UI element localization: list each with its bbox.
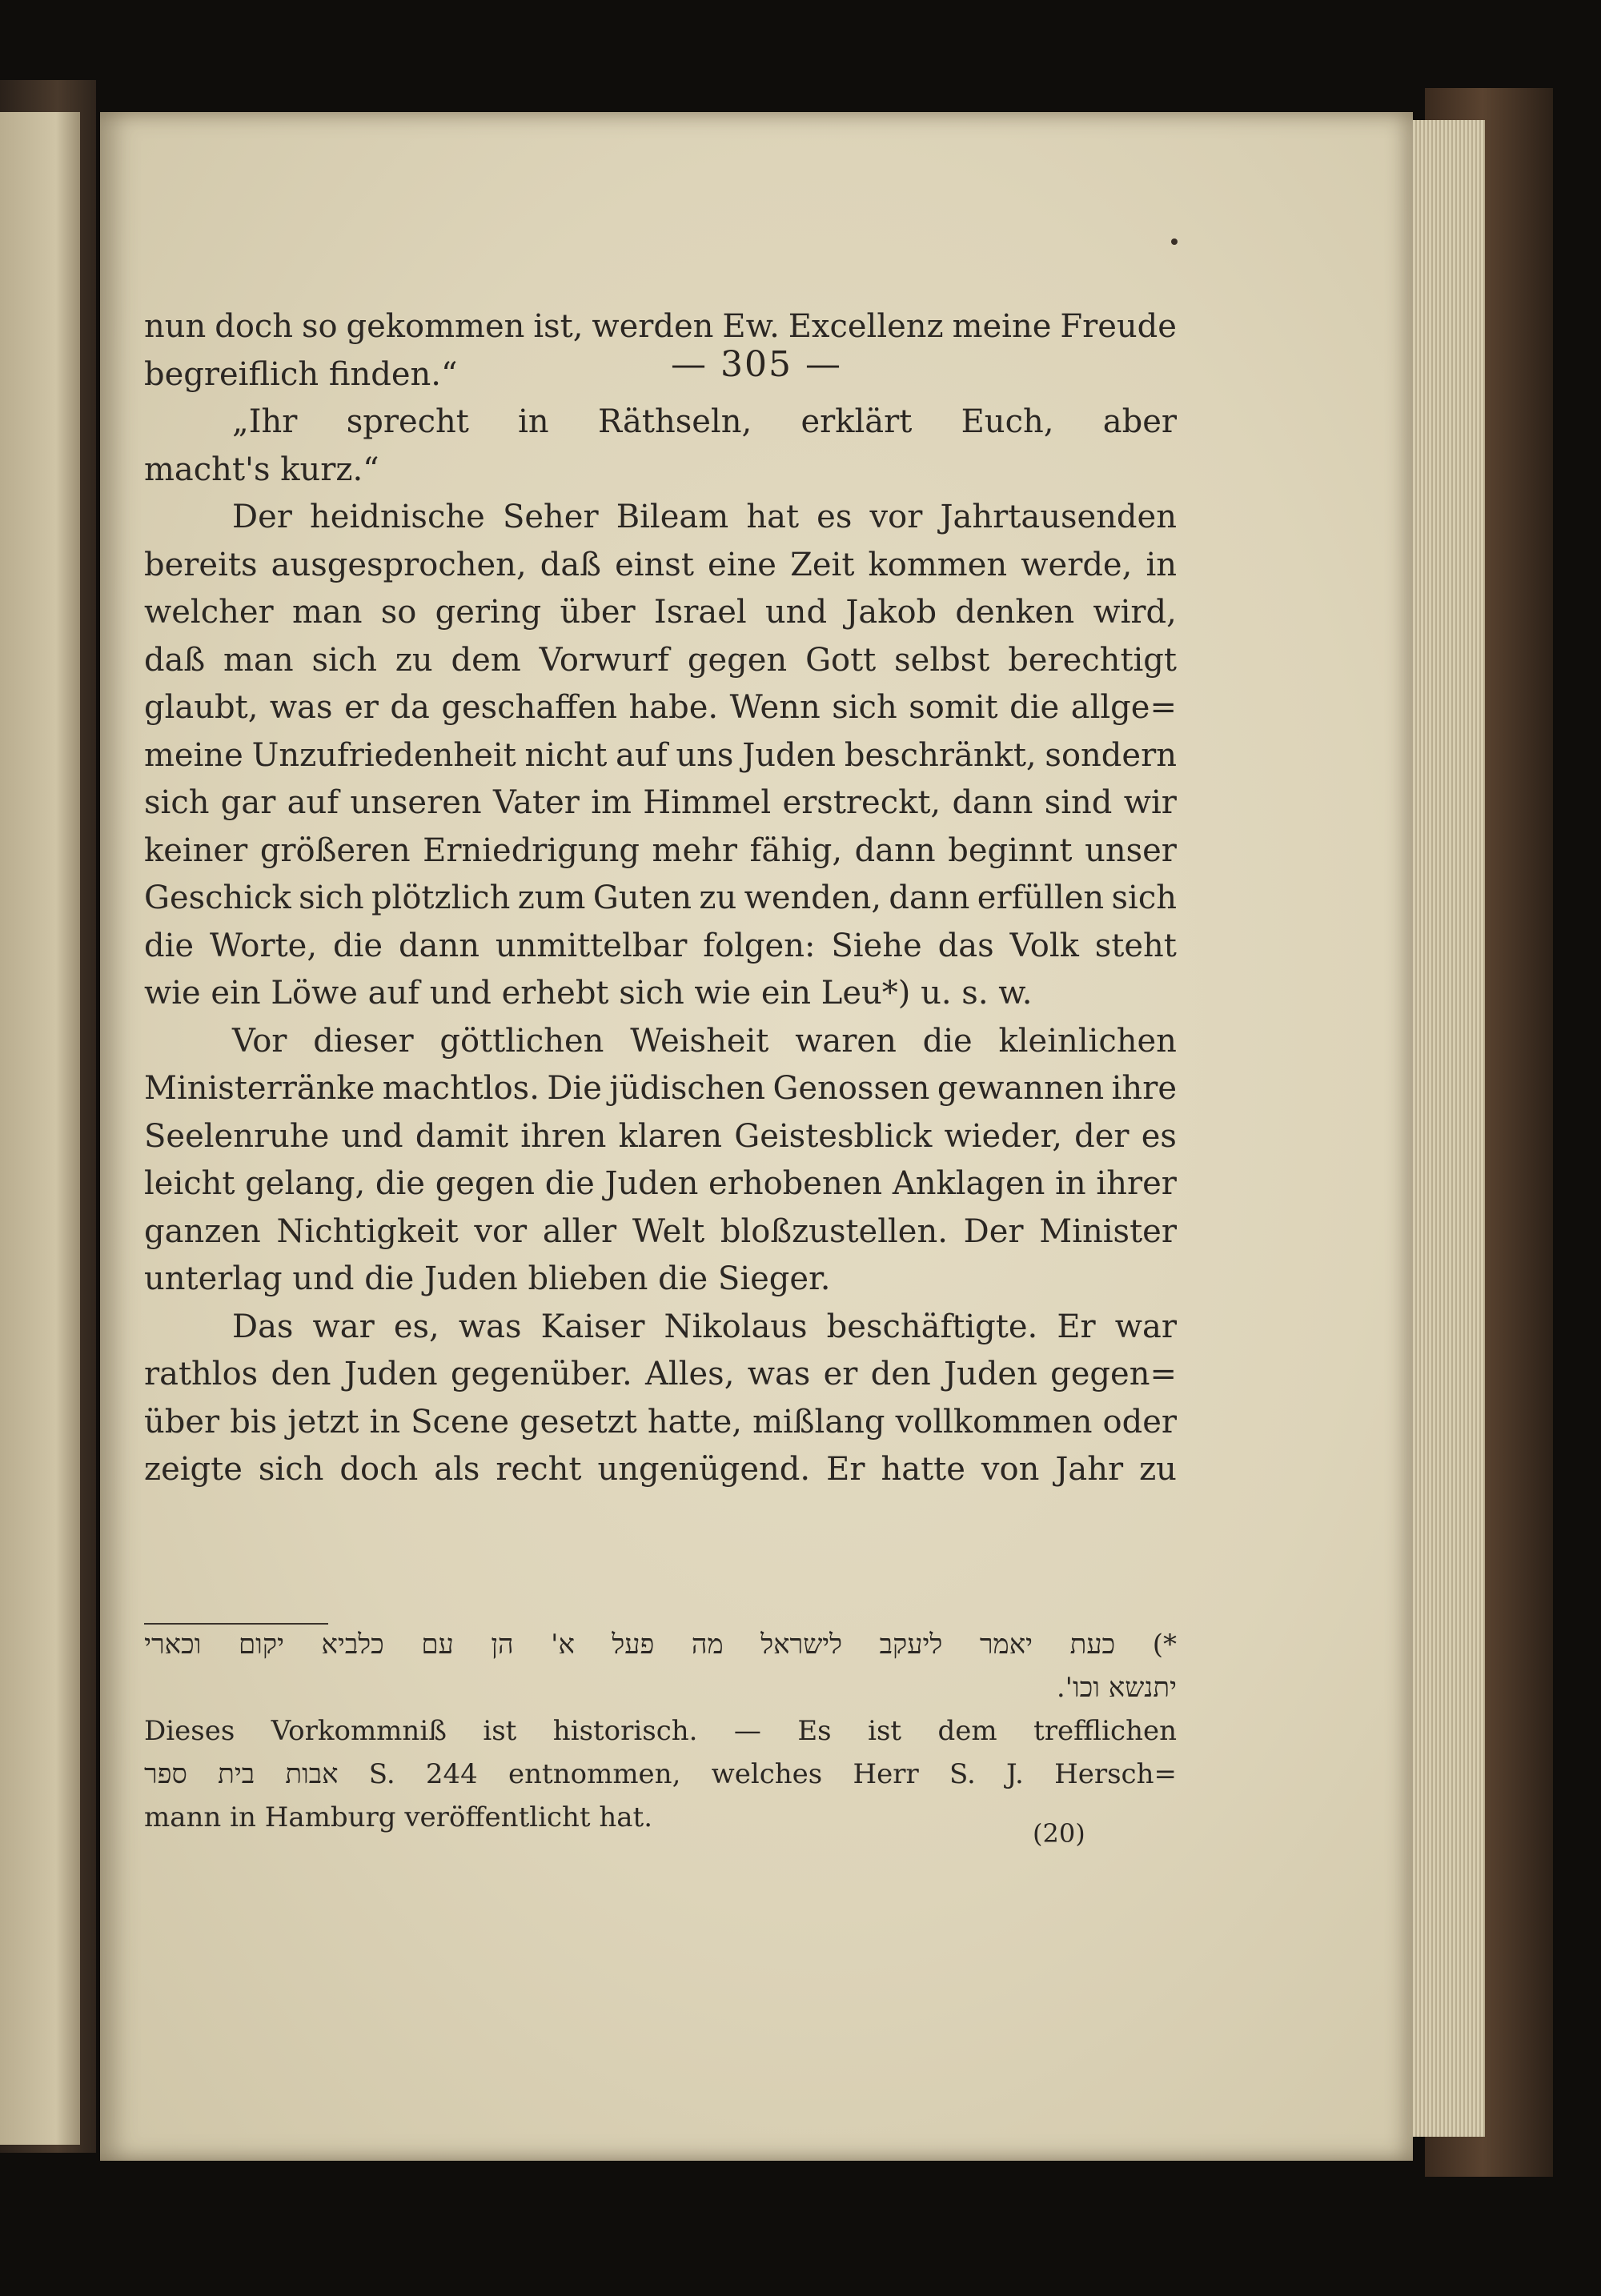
word: geschaffen [441, 689, 618, 726]
word: vor [474, 1212, 528, 1250]
word: werde, [1021, 546, 1133, 583]
word: erhobenen [708, 1165, 883, 1202]
word: keiner [144, 831, 248, 869]
word: gegenüber. [450, 1356, 632, 1392]
printer-signature-mark: (20) [1033, 1818, 1085, 1849]
word: recht [496, 1451, 582, 1488]
word: unser [1085, 831, 1177, 869]
word: so [302, 308, 338, 345]
word: welches [711, 1758, 823, 1790]
word: Geistesblick [734, 1117, 933, 1155]
word: יאמר [979, 1629, 1033, 1661]
word: er [344, 689, 379, 726]
word: ausgesprochen, [271, 546, 527, 583]
word: Freude [1060, 308, 1177, 345]
word: welcher [144, 594, 274, 631]
word: den [870, 1356, 931, 1392]
word: ist [868, 1715, 902, 1747]
word: werden [592, 308, 714, 345]
word: beginnt [948, 831, 1073, 869]
page-number: — 305 — [671, 344, 842, 385]
word: sich [1111, 880, 1177, 916]
word: Alles, [645, 1356, 735, 1392]
word: Excellenz [788, 308, 944, 345]
text-line [144, 689, 1177, 737]
word: klaren [618, 1117, 723, 1155]
text-line: unterlag und die Juden blieben die Sieger. [144, 1260, 831, 1297]
word: zu [1139, 1451, 1177, 1488]
word: ליעקב [879, 1629, 943, 1661]
text-line [144, 547, 1177, 595]
word: יקום [238, 1629, 284, 1661]
word: es, [393, 1308, 439, 1345]
word: Räthseln, [597, 403, 752, 440]
text-line [144, 1451, 1177, 1499]
word: unmittelbar [495, 927, 688, 964]
word: Unzufriedenheit [251, 736, 516, 774]
word: in [1055, 1165, 1086, 1202]
word: Juden [604, 1165, 699, 1202]
text-line: wie ein Löwe auf und erhebt sich wie ein Leu*) u. s. w. [144, 975, 1033, 1012]
word: von [981, 1451, 1040, 1488]
word: dem [451, 641, 521, 679]
word: glaubt, [144, 689, 259, 726]
word: so [380, 594, 417, 631]
word: ihren [520, 1117, 607, 1155]
word: auf [287, 784, 339, 821]
footnote-rule [144, 1623, 328, 1625]
word: עם [421, 1629, 454, 1661]
word: Der [963, 1212, 1024, 1250]
text-line: begreiflich finden.“ [144, 355, 458, 393]
word: was [747, 1356, 811, 1392]
text-line [144, 832, 1177, 880]
word: Jakob [845, 594, 937, 631]
word: was [458, 1308, 522, 1345]
word: hatte, [647, 1403, 743, 1441]
footnote-line: mann in Hamburg veröffentlicht hat. [144, 1801, 653, 1833]
word: Weisheit [630, 1022, 769, 1060]
word: Geschick [144, 880, 291, 916]
word: bereits [144, 546, 258, 583]
word: größeren [259, 831, 411, 869]
word: Er [826, 1451, 865, 1488]
word: es [817, 499, 853, 535]
word: ihre [1111, 1070, 1177, 1107]
word: eine [708, 546, 776, 583]
word: dann [952, 784, 1033, 821]
word: fähig, [749, 831, 843, 869]
word: beschränkt, [844, 736, 1037, 774]
word: Erniedrigung [423, 831, 640, 869]
word: trefflichen [1033, 1715, 1177, 1747]
text-line [144, 880, 1177, 928]
word: in [369, 1403, 401, 1441]
facing-page-edge [0, 112, 80, 2145]
word: Anklagen [892, 1165, 1045, 1202]
word: erstreckt, [782, 784, 941, 821]
word: gekommen [346, 308, 525, 345]
word: אבות [285, 1758, 339, 1790]
word: man [291, 594, 363, 631]
word: mißlang [752, 1403, 885, 1441]
word: zu [395, 641, 433, 679]
word: historisch. [552, 1715, 698, 1747]
word: man [223, 641, 294, 679]
text-line [144, 928, 1177, 976]
word: einst [615, 546, 694, 583]
body-text [144, 308, 1177, 1499]
text-line [144, 1404, 1177, 1452]
text-line: macht's kurz.“ [144, 451, 379, 488]
text-line [144, 1023, 1177, 1071]
word: als [434, 1451, 480, 1488]
word: gewannen [937, 1070, 1105, 1107]
word: die [375, 1165, 425, 1202]
text-line [144, 1165, 1177, 1213]
word: Ministerränke [144, 1070, 375, 1107]
word: Jahrtausenden [940, 499, 1177, 535]
word: im [591, 784, 632, 821]
word: Vater [492, 784, 580, 821]
word: zum [517, 880, 586, 916]
word: בית [218, 1758, 255, 1790]
word: ist, [533, 308, 584, 345]
word: rathlos [144, 1356, 259, 1392]
word: Vorkommniß [271, 1715, 447, 1747]
word: somit [909, 689, 998, 726]
word: und [764, 594, 828, 631]
text-line [144, 737, 1177, 785]
word: nun [144, 308, 207, 345]
word: sich [258, 1451, 324, 1488]
word: machtlos. [382, 1070, 540, 1107]
word: א' [551, 1629, 575, 1661]
word: Juden [343, 1356, 438, 1392]
word: gegen [687, 641, 788, 679]
word: jetzt [287, 1403, 359, 1441]
word: waren [795, 1022, 897, 1060]
word: auf [616, 736, 668, 774]
word: הן [491, 1629, 514, 1661]
word: bis [230, 1403, 278, 1441]
word: Kaiser [540, 1308, 645, 1345]
word: Volk [1009, 927, 1079, 964]
word: dem [937, 1715, 997, 1747]
word: der [1074, 1117, 1130, 1155]
word: פעל [612, 1629, 655, 1661]
word: sind [1044, 784, 1113, 821]
word: dann [398, 927, 479, 964]
footnote-line [144, 1629, 1177, 1672]
word: Scene [411, 1403, 510, 1441]
word: steht [1094, 927, 1177, 964]
word: Das [232, 1308, 294, 1345]
word: uns [676, 736, 734, 774]
word: Nikolaus [664, 1308, 808, 1345]
word: entnommen, [508, 1758, 681, 1790]
word: meine [144, 736, 243, 774]
word: dieser [313, 1022, 414, 1060]
word: Herr [853, 1758, 919, 1790]
word: die [332, 927, 383, 964]
text-line [144, 784, 1177, 832]
word: folgen: [703, 927, 816, 964]
word: Vor [232, 1022, 287, 1060]
word: sprecht [346, 403, 469, 440]
word: gesetzt [520, 1403, 637, 1441]
word: dann [889, 880, 970, 916]
word: ungenügend. [597, 1451, 811, 1488]
word: zeigte [144, 1451, 243, 1488]
word: Siehe [831, 927, 922, 964]
word: Genossen [772, 1070, 930, 1107]
word: zu [699, 880, 737, 916]
word: hatte [881, 1451, 965, 1488]
text-line [144, 642, 1177, 690]
word: — [733, 1715, 761, 1747]
word: ihrer [1096, 1165, 1177, 1202]
word: Dieses [144, 1715, 235, 1747]
word: gar [220, 784, 276, 821]
word: in [518, 403, 549, 440]
word: mehr [652, 831, 738, 869]
word: nicht [524, 736, 608, 774]
word: kleinlichen [998, 1022, 1177, 1060]
word: habe. [628, 689, 719, 726]
word: Juden [742, 736, 837, 774]
word: in [1146, 546, 1177, 583]
word: dann [854, 831, 936, 869]
text-line [144, 1356, 1177, 1404]
word: was [269, 689, 333, 726]
word: Ew. [722, 308, 780, 345]
word: Jahr [1055, 1451, 1124, 1488]
word: Hersch= [1054, 1758, 1177, 1790]
footnote-line: יתנשא וכו'. [1056, 1672, 1177, 1704]
word: gegen [435, 1165, 536, 1202]
word: vor [869, 499, 923, 535]
word: sich [299, 880, 364, 916]
word: Minister [1039, 1212, 1177, 1250]
word: sondern [1045, 736, 1177, 774]
word: oder [1102, 1403, 1177, 1441]
text-line [144, 1070, 1177, 1118]
word: allge= [1070, 689, 1177, 726]
text-line [144, 1213, 1177, 1261]
word: gegen= [1050, 1356, 1177, 1392]
word: Nichtigkeit [276, 1212, 459, 1250]
word: Himmel [643, 784, 772, 821]
word: vollkommen [895, 1403, 1093, 1441]
word: S. [949, 1758, 976, 1790]
word: מה [691, 1629, 724, 1661]
word: plötzlich [371, 880, 511, 916]
word: die [144, 927, 195, 964]
word: erklärt [800, 403, 913, 440]
word: war [312, 1308, 375, 1345]
word: gelang, [245, 1165, 366, 1202]
word: Die [547, 1070, 602, 1107]
word: meine [952, 308, 1052, 345]
word: Worte, [210, 927, 318, 964]
word: über [144, 1403, 220, 1441]
word: beschäftigte. [826, 1308, 1038, 1345]
word: Zeit [790, 546, 855, 583]
text-line [144, 1118, 1177, 1166]
word: das [937, 927, 994, 964]
word: über [560, 594, 636, 631]
word: sich [311, 641, 377, 679]
word: wenden, [744, 880, 882, 916]
text-line [144, 1308, 1177, 1356]
word: denken [955, 594, 1075, 631]
word: wird, [1093, 594, 1177, 631]
text-line [144, 403, 1177, 451]
word: Es [797, 1715, 832, 1747]
word: sich [832, 689, 897, 726]
word: Euch, [961, 403, 1054, 440]
ink-speck [1171, 238, 1178, 245]
text-line [144, 594, 1177, 642]
word: kommen [868, 546, 1008, 583]
word: die [1009, 689, 1060, 726]
word: bloßzustellen. [720, 1212, 948, 1250]
word: ist [483, 1715, 517, 1747]
word: daß [540, 546, 601, 583]
word: gering [435, 594, 542, 631]
word: Israel [653, 594, 747, 631]
word: Welt [632, 1212, 705, 1250]
word: ספר [144, 1758, 187, 1790]
footnotes [144, 1629, 1177, 1845]
word: ganzen [144, 1212, 261, 1250]
word: wir [1123, 784, 1177, 821]
word: S. [368, 1758, 395, 1790]
word: Der [232, 499, 292, 535]
word: den [271, 1356, 331, 1392]
word: und [341, 1117, 403, 1155]
word: die [922, 1022, 973, 1060]
word: Guten [592, 880, 692, 916]
word: wieder, [944, 1117, 1062, 1155]
word: *) [1152, 1629, 1177, 1661]
word: J. [1006, 1758, 1024, 1790]
text-line [144, 308, 1177, 356]
word: selbst [894, 641, 990, 679]
word: doch [215, 308, 294, 345]
word: כלביא [321, 1629, 384, 1661]
word: die [544, 1165, 595, 1202]
word: „Ihr [232, 403, 298, 440]
text-line [144, 499, 1177, 547]
word: aller [542, 1212, 617, 1250]
word: Wenn [729, 689, 821, 726]
word: es [1141, 1117, 1177, 1155]
word: Seher [502, 499, 599, 535]
word: לישראל [760, 1629, 843, 1661]
word: heidnische [310, 499, 485, 535]
word: damit [415, 1117, 509, 1155]
word: er [823, 1356, 858, 1392]
word: berechtigt [1008, 641, 1177, 679]
word: war [1114, 1308, 1177, 1345]
word: daß [144, 641, 206, 679]
word: sich [144, 784, 210, 821]
word: וכארי [144, 1629, 202, 1661]
word: da [390, 689, 430, 726]
word: Juden [944, 1356, 1037, 1392]
word: doch [339, 1451, 419, 1488]
word: Bileam [616, 499, 729, 535]
footnote-line [144, 1758, 1177, 1801]
word: hat [746, 499, 800, 535]
word: Er [1057, 1308, 1096, 1345]
word: unseren [350, 784, 482, 821]
word: 244 [425, 1758, 478, 1790]
word: erfüllen [977, 880, 1105, 916]
footnote-line [144, 1715, 1177, 1758]
word: göttlichen [439, 1022, 604, 1060]
word: leicht [144, 1165, 235, 1202]
word: Vorwurf [539, 641, 669, 679]
word: aber [1102, 403, 1177, 440]
word: כעת [1069, 1629, 1116, 1661]
word: Seelenruhe [144, 1117, 330, 1155]
word: jüdischen [609, 1070, 766, 1107]
word: Gott [805, 641, 877, 679]
